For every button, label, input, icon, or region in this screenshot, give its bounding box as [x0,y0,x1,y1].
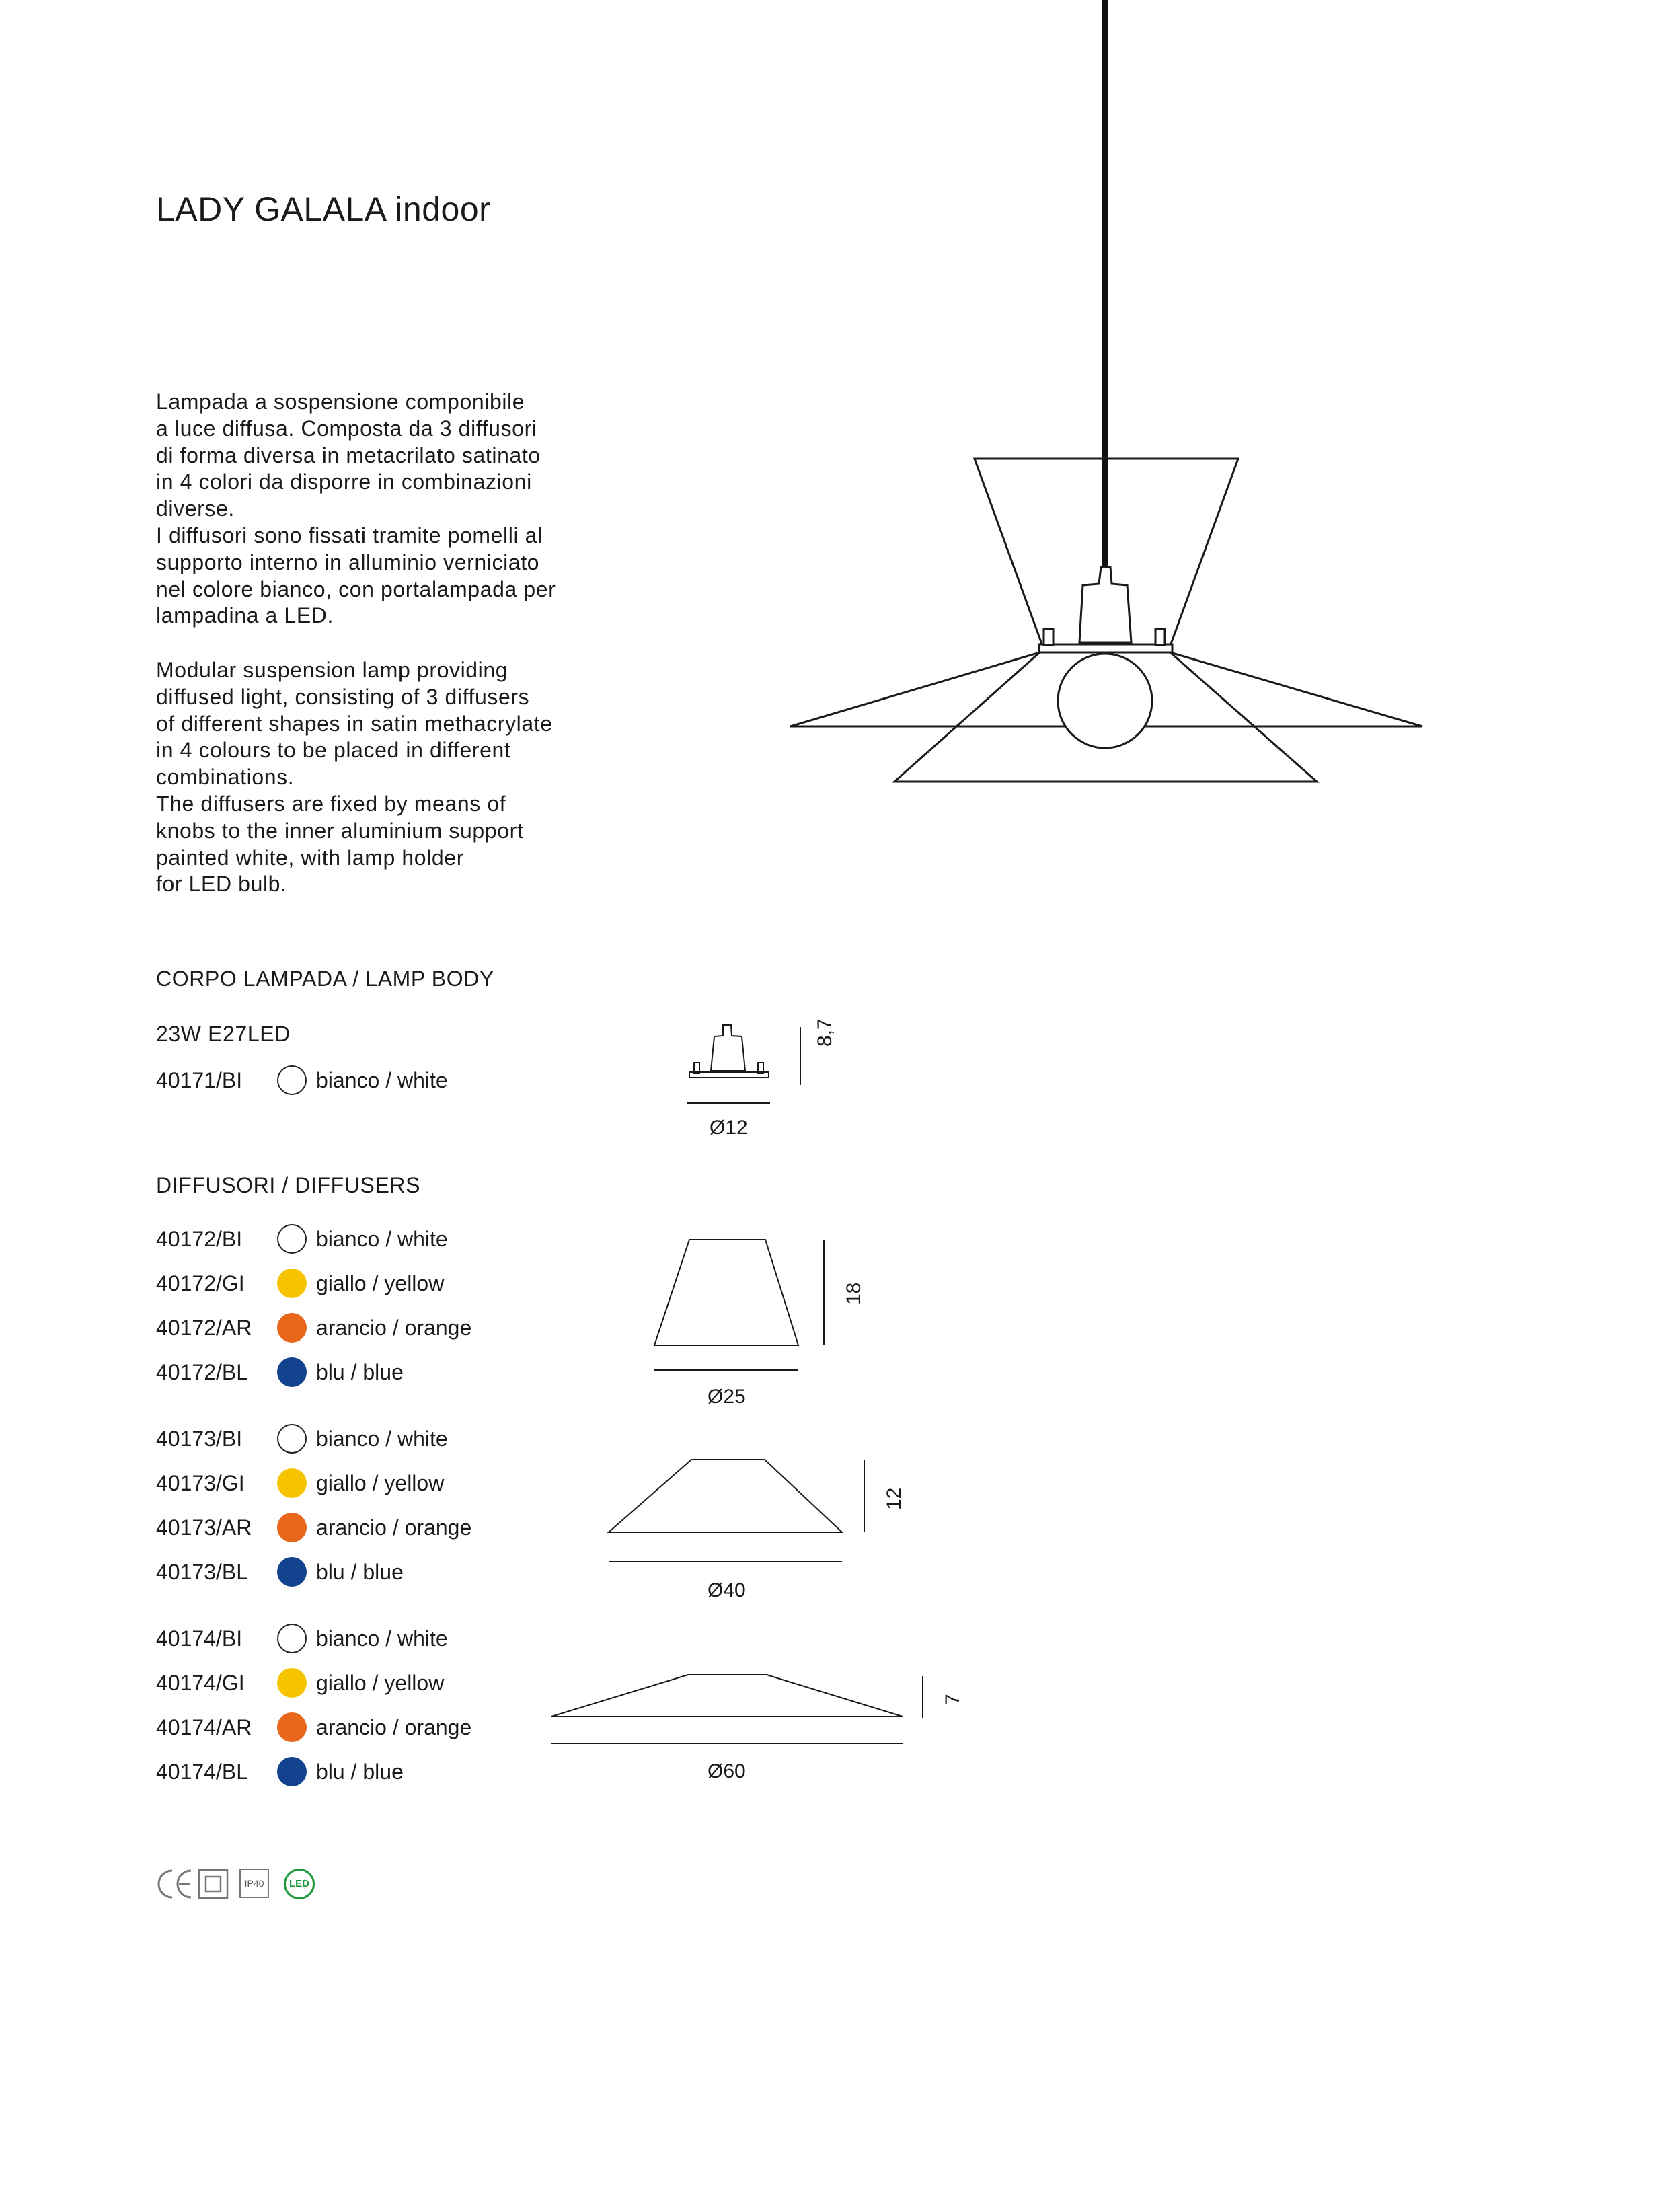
color-name: blu / blue [316,1560,404,1584]
lamp-body-spec: 23W E27LED [156,1022,291,1046]
diffuser-40-profile [609,1460,842,1532]
description-line: lampadina a LED. [156,603,334,628]
product-code: 40172/BI [156,1227,243,1251]
dimension-diameter: Ø60 [708,1760,746,1782]
dimension-diameter: Ø12 [710,1117,748,1139]
description-line: Modular suspension lamp providing [156,658,508,682]
description-line: diffused light, consisting of 3 diffusers [156,684,530,709]
ip-rating-badge [239,1869,269,1898]
dimension-height: 12 [883,1487,905,1510]
product-code: 40174/AR [156,1715,252,1739]
description-line: for LED bulb. [156,872,287,897]
color-name: bianco / white [316,1227,448,1251]
product-code: 40174/BL [156,1760,249,1784]
description-line: nel colore bianco, con portalampada per [156,576,556,601]
dimension-height: 7 [942,1694,964,1705]
dimension-height: 18 [843,1282,865,1305]
color-name: giallo / yellow [316,1271,445,1295]
description-line: combinations. [156,765,295,790]
product-code: 40171/BI [156,1068,243,1092]
description-line: painted white, with lamp holder [156,845,464,870]
led-icon [284,1869,315,1899]
color-name: arancio / orange [316,1316,472,1340]
product-code: 40174/GI [156,1671,245,1695]
description-line: in 4 colours to be placed in different [156,738,511,763]
diffuser-25-profile [654,1240,798,1345]
diffuser-60-profile [551,1675,903,1717]
description-line: supporto interno in alluminio verniciato [156,550,540,574]
page-title: LADY GALALA indoor [156,190,491,228]
product-code: 40172/BL [156,1360,249,1384]
product-code: 40172/AR [156,1316,252,1340]
dimension-height: 8,7 [814,1018,836,1047]
color-name: blu / blue [316,1760,404,1784]
led-text: LED [289,1878,309,1889]
class-ii-insulation-icon [198,1869,229,1899]
color-name: giallo / yellow [316,1471,445,1495]
color-name: blu / blue [316,1360,404,1384]
description-line: I diffusori sono fissati tramite pomelli al [156,523,543,548]
certification-icons [156,1867,331,1901]
product-code: 40174/BI [156,1626,243,1651]
color-name: arancio / orange [316,1715,472,1739]
ce-mark-icon [156,1867,194,1901]
description-line: di forma diversa in metacrilato satinato [156,443,541,467]
dimension-diameter: Ø40 [708,1579,746,1601]
description-line: diverse. [156,496,235,521]
ip-rating-text: IP40 [244,1878,264,1889]
lamp-body-heading: CORPO LAMPADA / LAMP BODY [156,967,494,991]
product-code: 40173/AR [156,1515,252,1540]
product-code: 40173/GI [156,1471,245,1495]
product-code: 40172/GI [156,1271,245,1295]
description-line: in 4 colori da disporre in combinazioni [156,469,532,494]
description-line: Lampada a sospensione componibile [156,389,525,414]
diffusers-heading: DIFFUSORI / DIFFUSERS [156,1173,421,1197]
dimension-diameter: Ø25 [708,1386,746,1408]
product-code: 40173/BL [156,1560,249,1584]
description-line: knobs to the inner aluminium support [156,818,524,843]
description-line: of different shapes in satin methacrylate [156,711,553,736]
color-name: arancio / orange [316,1515,472,1540]
color-name: giallo / yellow [316,1671,445,1695]
description-line: The diffusers are fixed by means of [156,791,506,816]
color-name: bianco / white [316,1068,448,1092]
color-name: bianco / white [316,1427,448,1451]
color-name: bianco / white [316,1626,448,1651]
description-line: a luce diffusa. Composta da 3 diffusori [156,416,537,441]
product-code: 40173/BI [156,1427,243,1451]
